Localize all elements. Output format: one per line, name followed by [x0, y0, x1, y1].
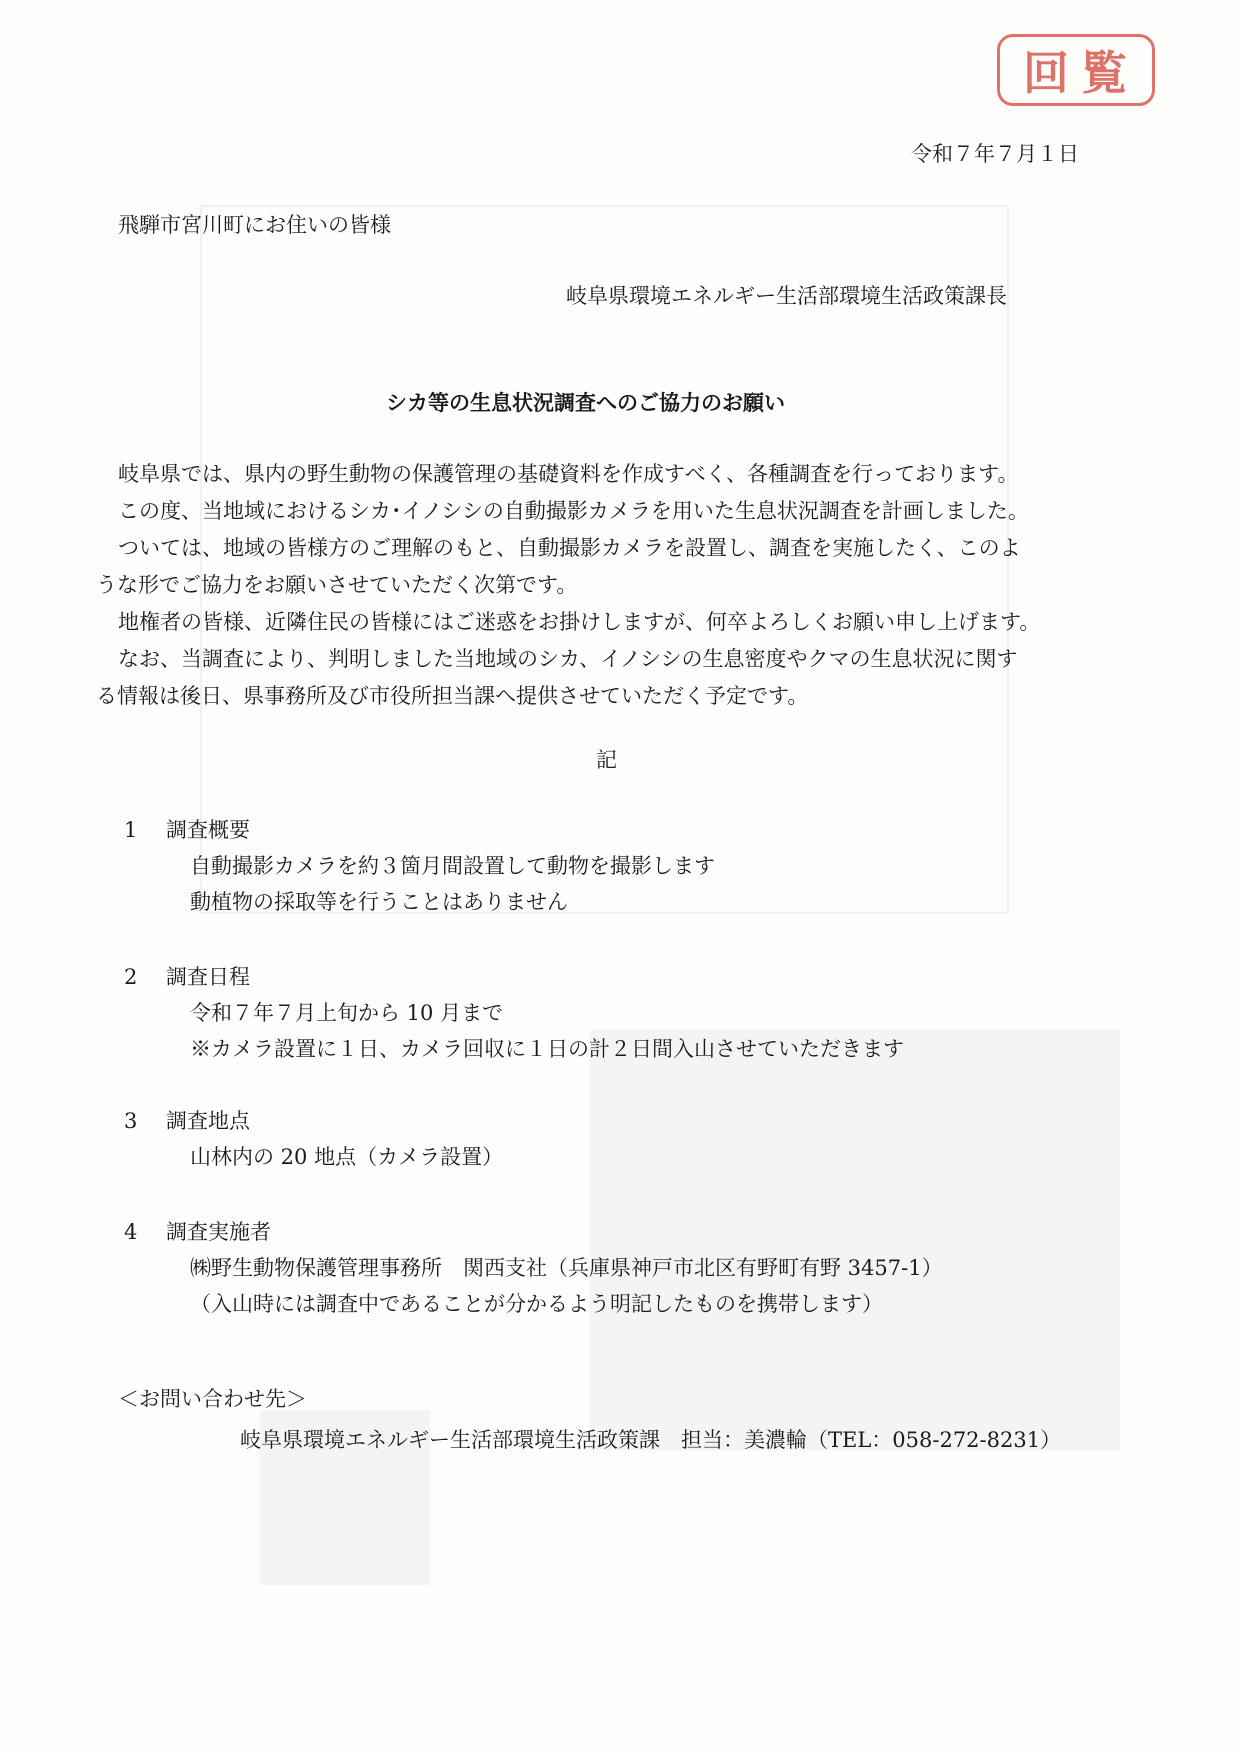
body-line: 地権者の皆様、近隣住民の皆様にはご迷惑をお掛けしますが、何卒よろしくお願い申し上げます。 [118, 610, 1041, 634]
section-line: （入山時には調査中であることが分かるよう明記したものを携帯します） [190, 1292, 883, 1316]
section-line: ㈱野生動物保護管理事務所 関西支社（兵庫県神戸市北区有野町有野 3457-1） [190, 1256, 943, 1280]
recipient-line: 飛騨市宮川町にお住いの皆様 [118, 213, 391, 237]
body-line: ついては、地域の皆様方のご理解のもと、自動撮影カメラを設置し、調査を実施したく、このよ [118, 536, 1021, 560]
section-line: 山林内の 20 地点（カメラ設置） [190, 1145, 504, 1169]
section-line: 令和７年７月上旬から 10 月まで [190, 1001, 504, 1025]
section-heading: 調査概要 [166, 818, 250, 842]
section-number: 3 [124, 1109, 138, 1133]
body-line: る情報は後日、県事務所及び市役所担当課へ提供させていただく予定です。 [96, 684, 809, 708]
section-heading: 調査地点 [166, 1109, 250, 1133]
section-number: 2 [124, 965, 138, 989]
section-line: 自動撮影カメラを約３箇月間設置して動物を撮影します [190, 854, 715, 878]
section-number: 4 [124, 1220, 138, 1244]
contact-heading: ＜お問い合わせ先＞ [118, 1387, 307, 1411]
showthrough-block [590, 1030, 1120, 1450]
page-title: シカ等の生息状況調査へのご協力のお願い [386, 391, 785, 415]
body-line: この度、当地域におけるシカ･イノシシの自動撮影カメラを用いた生息状況調査を計画しました。 [118, 499, 1029, 523]
document-date: 令和７年７月１日 [911, 142, 1079, 166]
contact-line: 岐阜県環境エネルギー生活部環境生活政策課 担当：美濃輪（TEL：058-272-8231） [240, 1428, 1062, 1452]
section-line: ※カメラ設置に１日、カメラ回収に１日の計２日間入山させていただきます [190, 1037, 904, 1061]
body-line: うな形でご協力をお願いさせていただく次第です。 [96, 573, 578, 597]
body-line: 岐阜県では、県内の野生動物の保護管理の基礎資料を作成すべく、各種調査を行っております。 [118, 462, 1019, 486]
body-line: なお、当調査により、判明しました当地域のシカ、イノシシの生息密度やクマの生息状況に関す [118, 647, 1018, 671]
section-number: 1 [124, 818, 138, 842]
sender-line: 岐阜県環境エネルギー生活部環境生活政策課長 [566, 284, 1007, 308]
kairan-stamp: 回覧 [997, 34, 1155, 106]
ki-heading: 記 [596, 748, 617, 772]
section-heading: 調査実施者 [166, 1220, 271, 1244]
body-paragraphs [96, 456, 1126, 715]
section-heading: 調査日程 [166, 965, 250, 989]
section-line: 動植物の採取等を行うことはありません [190, 890, 568, 914]
